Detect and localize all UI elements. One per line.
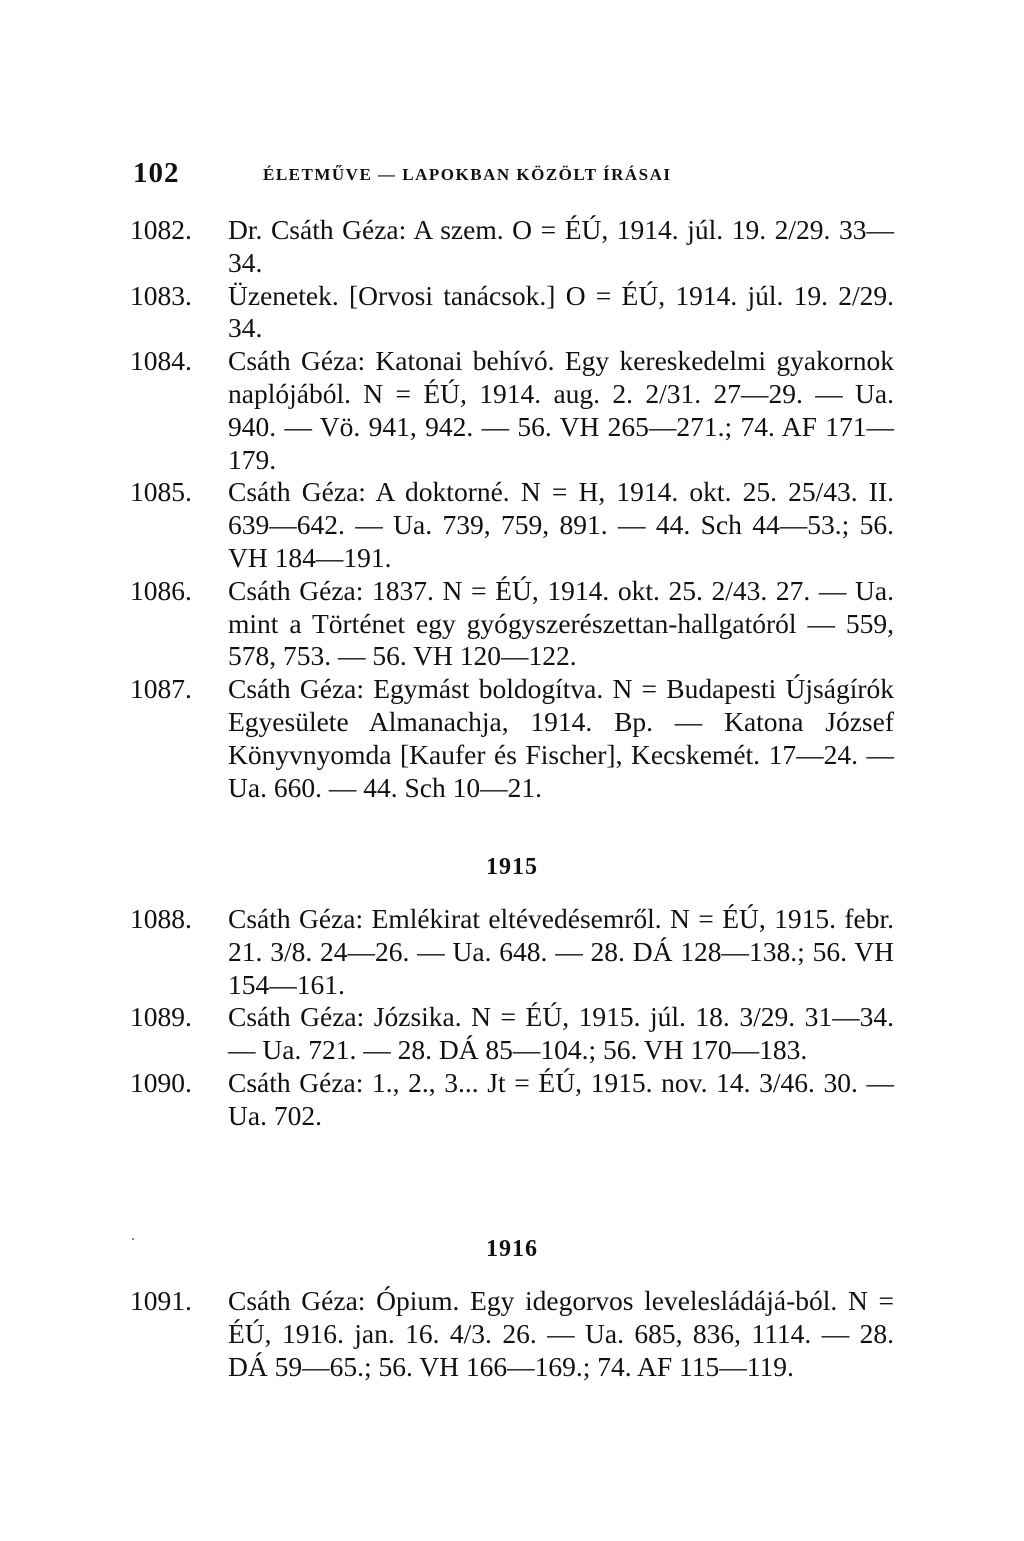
- entry-text: Csáth Géza: A doktorné. N = H, 1914. okt. 25. 25/43. II. 639—642. — Ua. 739, 759, 891. — 44. Sch 44—53.; 56. VH 184—191.: [228, 476, 894, 573]
- bibliography-entry: [130, 345, 894, 476]
- year-heading-1916: 1916: [486, 1236, 538, 1262]
- bibliography-section-1914: [130, 214, 894, 804]
- entry-number: 1088.: [130, 903, 192, 934]
- bibliography-entry: [130, 673, 894, 804]
- entry-text: Csáth Géza: Józsika. N = ÉÚ, 1915. júl. 18. 3/29. 31—34. — Ua. 721. — 28. DÁ 85—104.; 56. VH 170—183.: [228, 1001, 894, 1066]
- year-heading-1915: 1915: [486, 854, 538, 880]
- bibliography-entry: [130, 1285, 894, 1383]
- bibliography-section-1915: [130, 903, 894, 1133]
- entry-number: 1084.: [130, 345, 192, 377]
- bibliography-entry: [130, 903, 894, 1001]
- bibliography-section-1916: [130, 1285, 894, 1383]
- entry-text: Csáth Géza: Katonai behívó. Egy kereskedelmi gyakornok naplójából. N = ÉÚ, 1914. aug. 2. 2/31. 27—29. — Ua. 940. — Vö. 941, 942. — 56. VH 265—271.; 74. AF 171—179.: [228, 345, 894, 475]
- entry-text: Csáth Géza: Ópium. Egy idegorvos levelesládájá-ból. N = ÉÚ, 1916. jan. 16. 4/3. 26. — Ua. 685, 836, 1114. — 28. DÁ 59—65.; 56. VH 166—169.; 74. AF 115—119.: [228, 1285, 894, 1382]
- bibliography-entry: [130, 575, 894, 673]
- entry-text: Csáth Géza: Egymást boldogítva. N = Budapesti Újságírók Egyesülete Almanachja, 1914. Bp. — Katona József Könyvnyomda [Kaufer és Fischer], Kecskemét. 17—24. — Ua. 660. — 44. Sch 10—21.: [228, 673, 894, 803]
- running-title: ÉLETMŰVE — LAPOKBAN KÖZÖLT ÍRÁSAI: [263, 165, 672, 184]
- bibliography-entry: [130, 476, 894, 574]
- bibliography-entry: [130, 214, 894, 280]
- entry-number: 1089.: [130, 1001, 192, 1033]
- bibliography-entry: [130, 280, 894, 346]
- entry-text: Csáth Géza: 1837. N = ÉÚ, 1914. okt. 25. 2/43. 27. — Ua. mint a Történet egy gyógyszerészettan-hallgatóról — 559, 578, 753. — 56. VH 120—122.: [228, 574, 894, 672]
- entry-number: 1085.: [130, 476, 192, 508]
- entry-number: 1083.: [130, 279, 192, 311]
- entry-text: Üzenetek. [Orvosi tanácsok.] O = ÉÚ, 1914. júl. 19. 2/29. 34.: [228, 279, 894, 344]
- entry-text: Csáth Géza: Emlékirat eltévedésemről. N = ÉÚ, 1915. febr. 21. 3/8. 24—26. — Ua. 648. — 28. DÁ 128—138.; 56. VH 154—161.: [228, 903, 894, 1000]
- bibliography-entry: [130, 1001, 894, 1067]
- entry-number: 1086.: [130, 574, 192, 606]
- entry-text: Csáth Géza: 1., 2., 3... Jt = ÉÚ, 1915. nov. 14. 3/46. 30. — Ua. 702.: [228, 1066, 894, 1131]
- entry-text: Dr. Csáth Géza: A szem. O = ÉÚ, 1914. júl. 19. 2/29. 33—34.: [228, 214, 894, 278]
- bibliography-entry: [130, 1067, 894, 1133]
- running-head: [133, 157, 893, 191]
- entry-number: 1087.: [130, 673, 192, 705]
- entry-number: 1090.: [130, 1066, 192, 1098]
- entry-number: 1091.: [130, 1285, 192, 1316]
- page-number: 102: [133, 157, 180, 189]
- entry-number: 1082.: [130, 214, 192, 245]
